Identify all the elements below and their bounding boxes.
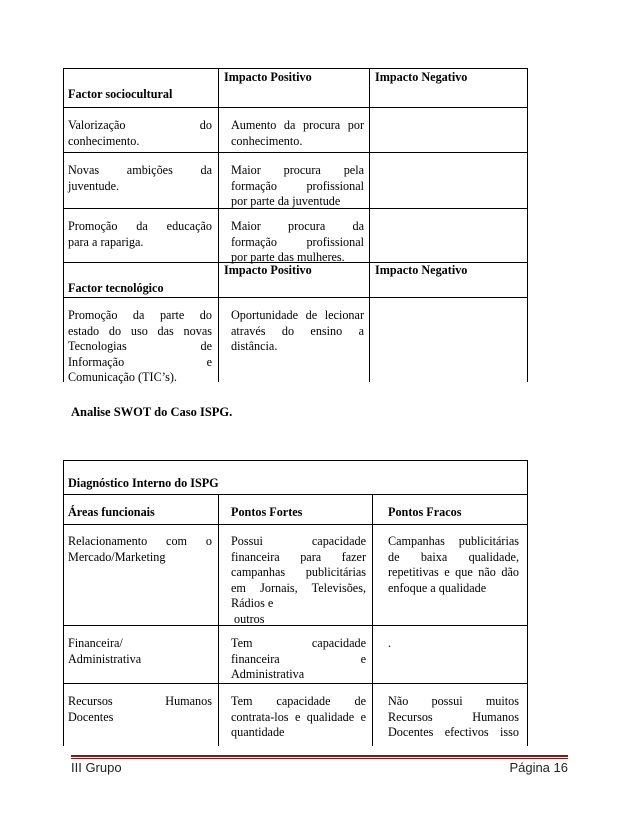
positive-impact-cell xyxy=(231,219,364,266)
weakness-line: Docentes efectivos isso xyxy=(388,725,519,739)
table-row xyxy=(68,694,212,725)
area-line: Financeira/ xyxy=(68,636,123,650)
strength-line: outros xyxy=(231,611,265,626)
table-row xyxy=(68,534,212,565)
strength-line: Administrativa xyxy=(231,667,305,681)
factor-line: para a rapariga. xyxy=(68,234,144,249)
strength-cell xyxy=(231,694,366,741)
table-border xyxy=(63,297,527,298)
impact-line: por parte da juventude xyxy=(231,194,341,208)
impact-line: Maior procura pela xyxy=(231,163,364,177)
factor-line: Comunicação (TIC’s). xyxy=(68,370,177,384)
positive-impact-cell xyxy=(231,308,364,355)
impact-line: formação profissional xyxy=(231,178,364,193)
strength-line: financeira e xyxy=(231,651,366,666)
impact-line: distância. xyxy=(231,339,278,353)
positive-impact-cell xyxy=(231,163,364,210)
negative-impact-header: Impacto Negativo xyxy=(375,70,468,84)
table-title: Diagnóstico Interno do ISPG xyxy=(68,476,219,490)
footer-group-label: III Grupo xyxy=(71,760,122,775)
footer-rule xyxy=(71,758,568,759)
strength-line: Rádios e xyxy=(231,596,274,610)
table-border xyxy=(527,68,528,382)
strength-line: quantidade xyxy=(231,725,285,739)
table-border xyxy=(369,68,370,382)
factor-line: Promoção da parte do xyxy=(68,308,212,322)
area-line: Relacionamento com o xyxy=(68,534,212,548)
table-row xyxy=(68,308,212,386)
factor-line: Tecnologias de xyxy=(68,339,212,353)
weakness-line: de baixa qualidade, xyxy=(388,549,519,564)
positive-impact-header: Impacto Positivo xyxy=(224,263,312,277)
impact-line: conhecimento. xyxy=(231,133,303,148)
weakness-cell xyxy=(388,636,519,652)
factor-line: Informação e xyxy=(68,354,212,369)
page-number: Página 16 xyxy=(509,760,568,775)
area-line: Administrativa xyxy=(68,651,142,666)
table-border xyxy=(218,494,219,746)
impact-line: formação profissional xyxy=(231,234,364,249)
strength-line: Tem capacidade de xyxy=(231,694,366,708)
strength-cell xyxy=(231,636,366,683)
strength-line: contrata-los e qualidade e xyxy=(231,709,366,724)
weakness-line: . xyxy=(388,636,392,650)
table-row xyxy=(68,636,212,667)
table-row xyxy=(68,219,212,250)
weakness-line: Não possui muitos xyxy=(388,694,519,708)
strength-cell xyxy=(231,534,366,627)
section-heading: Analise SWOT do Caso ISPG. xyxy=(71,405,233,419)
column-header: Pontos Fortes xyxy=(231,505,303,519)
impact-line: Maior procura da xyxy=(231,219,364,233)
area-line: Mercado/Marketing xyxy=(68,549,166,564)
footer-rule xyxy=(71,755,568,757)
table-border xyxy=(63,107,527,108)
table-border xyxy=(63,460,64,746)
factor-line: conhecimento. xyxy=(68,133,140,148)
column-header: Pontos Fracos xyxy=(388,505,462,519)
area-line: Recursos Humanos xyxy=(68,694,212,708)
area-line: Docentes xyxy=(68,709,114,724)
weakness-line: repetitivas e que não dão xyxy=(388,565,519,579)
weakness-cell xyxy=(388,534,519,596)
impact-line: através do ensino a xyxy=(231,323,364,338)
table-border xyxy=(63,683,527,684)
factor-line: juventude. xyxy=(68,178,120,193)
table-border xyxy=(63,460,527,461)
factor-line: estado do uso das novas xyxy=(68,323,212,338)
positive-impact-cell xyxy=(231,118,364,149)
table-border xyxy=(372,494,373,746)
column-header: Áreas funcionais xyxy=(68,505,155,519)
strength-line: em Jornais, Televisões, xyxy=(231,580,366,595)
weakness-line: enfoque a qualidade xyxy=(388,580,487,595)
table-border xyxy=(527,460,528,746)
table-border xyxy=(218,68,219,382)
impact-line: Aumento da procura por xyxy=(231,118,364,132)
positive-impact-header: Impacto Positivo xyxy=(224,70,312,84)
impact-line: por parte das mulheres. xyxy=(231,250,345,264)
table-row xyxy=(68,163,212,194)
strength-line: Possui capacidade xyxy=(231,534,366,548)
table-border xyxy=(63,524,527,525)
factor-line: Valorização do xyxy=(68,118,212,132)
table-border xyxy=(63,68,527,69)
weakness-line: Campanhas publicitárias xyxy=(388,534,519,548)
impact-line: Oportunidade de lecionar xyxy=(231,308,364,322)
factor-line: Novas ambições da xyxy=(68,163,212,177)
factor-line: Promoção da educação xyxy=(68,219,212,233)
strength-line: Tem capacidade xyxy=(231,636,366,650)
factor-header: Factor tecnológico xyxy=(68,281,164,295)
weakness-line: Recursos Humanos xyxy=(388,709,519,724)
weakness-cell xyxy=(388,694,519,741)
table-border xyxy=(63,152,527,153)
strength-line: campanhas publicitárias xyxy=(231,565,366,579)
strength-line: financeira para fazer xyxy=(231,549,366,564)
table-border xyxy=(63,494,527,495)
negative-impact-header: Impacto Negativo xyxy=(375,263,468,277)
table-border xyxy=(63,68,64,382)
table-row xyxy=(68,118,212,149)
factor-header: Factor sociocultural xyxy=(68,87,173,101)
